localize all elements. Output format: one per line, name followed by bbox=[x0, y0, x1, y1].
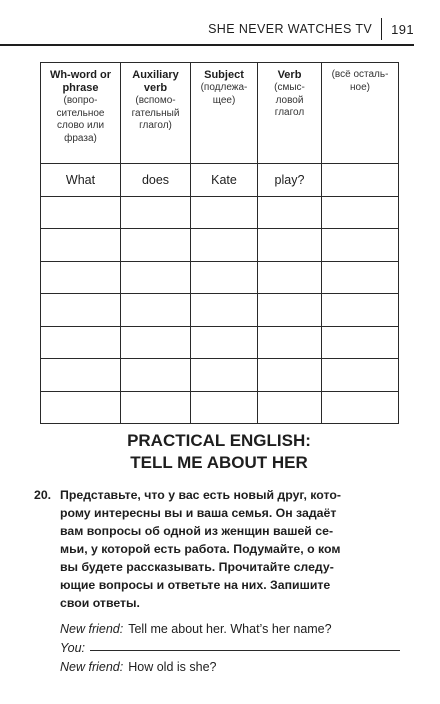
table-row bbox=[41, 196, 399, 229]
column-header bbox=[121, 63, 191, 164]
question-structure-table bbox=[40, 62, 399, 424]
speaker-label: New friend: bbox=[60, 622, 124, 636]
column-header-translation: сительное bbox=[56, 107, 105, 119]
column-header bbox=[258, 63, 322, 164]
section-title bbox=[40, 430, 398, 474]
running-title: SHE NEVER WATCHES TV bbox=[208, 22, 373, 36]
table-cell bbox=[322, 196, 399, 229]
table-cell: play? bbox=[258, 164, 322, 197]
dialogue-line bbox=[60, 636, 400, 655]
table-cell bbox=[322, 326, 399, 359]
column-header-translation: слово или bbox=[56, 120, 105, 131]
table-cell bbox=[322, 294, 399, 327]
exercise-20 bbox=[34, 486, 398, 612]
running-header bbox=[208, 18, 414, 40]
column-header-translation: ное) bbox=[350, 81, 370, 93]
table-cell bbox=[41, 326, 121, 359]
table-cell bbox=[41, 261, 121, 294]
column-header-translation: глагол bbox=[274, 107, 305, 118]
table-cell bbox=[322, 261, 399, 294]
table-cell bbox=[258, 229, 322, 262]
table-cell bbox=[191, 229, 258, 262]
section-title-line-2: TELL ME ABOUT HER bbox=[130, 453, 308, 472]
dialogue-text: How old is she? bbox=[128, 660, 217, 674]
column-header-translation: (подлежа- bbox=[200, 82, 248, 93]
column-header bbox=[322, 63, 399, 164]
table-cell bbox=[258, 294, 322, 327]
column-header-title: Subject bbox=[204, 69, 244, 81]
column-header-title: Verb bbox=[277, 69, 302, 81]
column-header-translation: гательный bbox=[131, 107, 180, 119]
exercise-text-line: мьи, у которой есть работа. Подумайте, о ком bbox=[60, 542, 341, 556]
table-cell bbox=[41, 391, 121, 424]
column-header-translation: (смыс- bbox=[274, 82, 305, 93]
exercise-text-line: Представьте, что у вас есть новый друг, кото- bbox=[60, 488, 341, 502]
column-header-translation: глагол) bbox=[139, 120, 172, 131]
table-cell bbox=[322, 359, 399, 392]
column-header-title: Wh-word or bbox=[49, 69, 112, 81]
table-cell bbox=[41, 359, 121, 392]
exercise-number: 20. bbox=[34, 488, 52, 502]
table-cell: Kate bbox=[191, 164, 258, 197]
table-cell bbox=[41, 294, 121, 327]
table-cell bbox=[322, 164, 399, 197]
column-header-title: verb bbox=[143, 82, 168, 94]
table-row bbox=[41, 359, 399, 392]
column-header-translation: (всё осталь- bbox=[331, 69, 389, 80]
column-header bbox=[191, 63, 258, 164]
column-header-title: phrase bbox=[62, 82, 99, 94]
dialogue-text: Tell me about her. What’s her name? bbox=[128, 622, 332, 636]
table-cell bbox=[121, 196, 191, 229]
table-cell bbox=[121, 359, 191, 392]
dialogue bbox=[60, 617, 400, 674]
table-cell bbox=[191, 294, 258, 327]
table-cell bbox=[191, 391, 258, 424]
table-cell bbox=[121, 326, 191, 359]
column-header-translation: (вспомо- bbox=[135, 95, 176, 106]
exercise-text-line: рому интересны вы и ваша семья. Он задаёт bbox=[60, 506, 337, 520]
table-cell bbox=[121, 294, 191, 327]
table-row bbox=[41, 164, 399, 197]
table-cell bbox=[258, 359, 322, 392]
column-header-title: Auxiliary bbox=[132, 69, 179, 81]
dialogue-line bbox=[60, 617, 400, 636]
table-cell bbox=[322, 229, 399, 262]
table-header-row bbox=[41, 63, 399, 164]
column-header-translation: ловой bbox=[275, 94, 304, 106]
table-cell bbox=[258, 196, 322, 229]
header-divider bbox=[381, 18, 382, 40]
column-header-translation: (вопро- bbox=[63, 95, 98, 106]
table-body bbox=[41, 164, 399, 424]
answer-blank-line[interactable] bbox=[90, 649, 400, 651]
speaker-label: You: bbox=[60, 641, 86, 655]
table-row bbox=[41, 391, 399, 424]
column-header-translation: фраза) bbox=[64, 132, 97, 144]
table-cell bbox=[258, 391, 322, 424]
table-cell bbox=[41, 229, 121, 262]
table-cell: What bbox=[41, 164, 121, 197]
table-row bbox=[41, 229, 399, 262]
table-row bbox=[41, 294, 399, 327]
exercise-text-line: вы будете рассказывать. Прочитайте следу- bbox=[60, 560, 334, 574]
table-cell bbox=[322, 391, 399, 424]
dialogue-line bbox=[60, 655, 400, 674]
exercise-text-line: ющие вопросы и ответьте на них. Запишите bbox=[60, 578, 331, 592]
table-cell bbox=[121, 261, 191, 294]
table-cell bbox=[258, 326, 322, 359]
column-header bbox=[41, 63, 121, 164]
speaker-label: New friend: bbox=[60, 660, 124, 674]
exercise-text-line: вам вопросы об одной из женщин вашей се- bbox=[60, 524, 334, 538]
table-cell bbox=[258, 261, 322, 294]
table-cell bbox=[191, 359, 258, 392]
page-number: 191 bbox=[391, 21, 414, 37]
table-cell bbox=[191, 261, 258, 294]
table-cell bbox=[121, 391, 191, 424]
table-cell bbox=[191, 196, 258, 229]
column-header-translation: щее) bbox=[212, 94, 236, 106]
section-title-line-1: PRACTICAL ENGLISH: bbox=[127, 431, 311, 450]
table-cell bbox=[121, 229, 191, 262]
header-rule bbox=[0, 44, 414, 46]
exercise-text-line: свои ответы. bbox=[60, 596, 140, 610]
table-cell: does bbox=[121, 164, 191, 197]
table-row bbox=[41, 326, 399, 359]
table-row bbox=[41, 261, 399, 294]
table-cell bbox=[191, 326, 258, 359]
table-cell bbox=[41, 196, 121, 229]
